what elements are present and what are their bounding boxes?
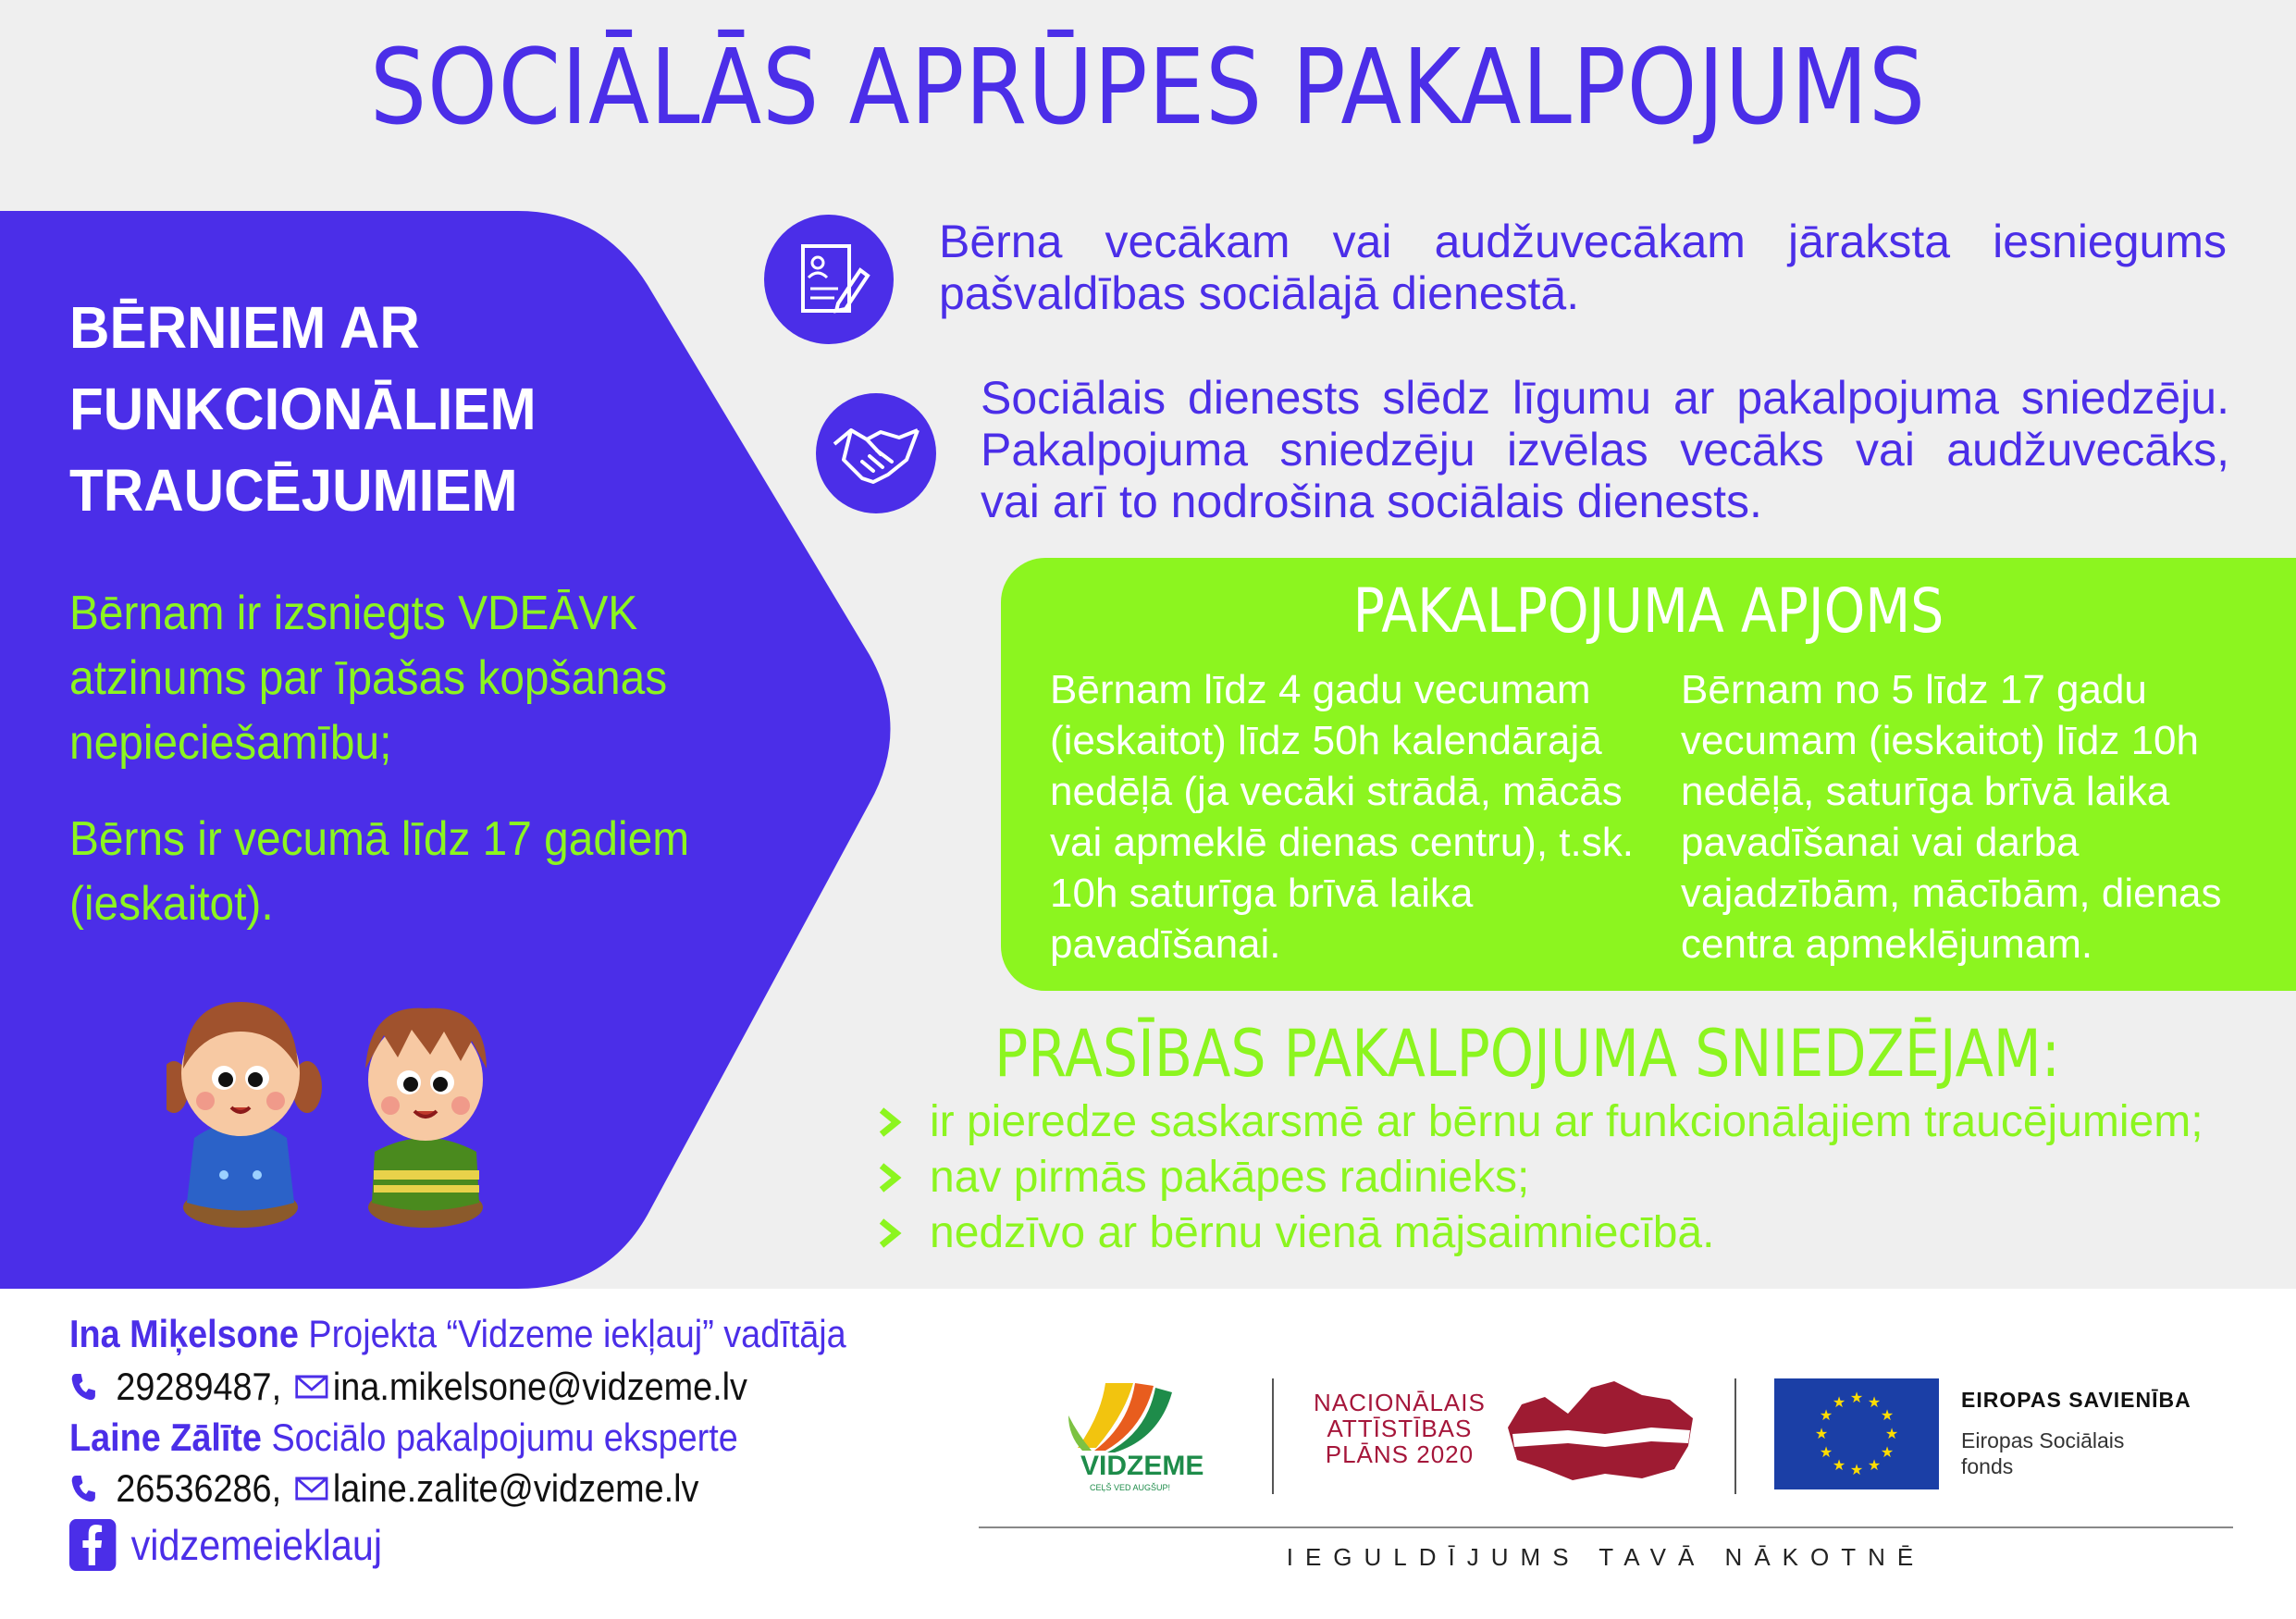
step1-text [939,216,2227,319]
scope-line: nedēļā (ja vecāki strādā, mācās [1050,769,1623,814]
scope-line: nedēļā, saturīga brīvā laika [1681,769,2170,814]
scope-title: PAKALPOJUMA APJOMS [1352,575,1944,647]
step2-line: Pakalpojuma sniedzēju izvēlas vecāks vai audžuvecāks, [981,424,2229,476]
requirements-list [874,1094,2203,1261]
eu-sub-line: Eiropas Sociālais [1961,1428,2125,1452]
mail-icon [294,1475,327,1502]
condition-age [69,807,734,936]
eu-stars-icon [1774,1378,1939,1489]
requirement-item [874,1205,2203,1261]
svg-text:★: ★ [1849,1461,1864,1478]
condition-vdeavk [69,581,734,775]
contact2-details [69,1466,698,1511]
eu-logo-subtitle [1961,1427,2124,1479]
contact2-name: Laine Zālīte [69,1415,262,1459]
facebook-handle: vidzemeieklauj [130,1521,383,1569]
latvia-map-logo [1503,1377,1697,1488]
girl-illustration [167,1002,322,1228]
step1-line: pašvaldības sociālajā dienestā. [939,267,1580,319]
contact1-heading [69,1312,846,1356]
contact2-phone: 26536286, [116,1466,282,1510]
nap-logo-text [1314,1390,1486,1467]
svg-text:★: ★ [1880,1443,1895,1461]
contact2-email[interactable]: laine.zalite@vidzeme.lv [332,1466,699,1510]
target-heading-line: BĒRNIEM AR [69,294,420,361]
investment-tagline: IEGULDĪJUMS TAVĀ NĀKOTNĒ [1286,1543,1926,1571]
mail-icon [294,1373,327,1401]
requirement-text: nedzīvo ar bērnu vienā mājsaimniecībā. [930,1208,1715,1257]
children-illustration [167,976,537,1240]
svg-text:★: ★ [1880,1406,1895,1424]
svg-text:★: ★ [1814,1425,1829,1442]
step2-line: Sociālais dienests slēdz līgumu ar pakalpojuma sniedzēju. [981,372,2229,424]
scope-line: vajadzībām, mācībām, dienas [1681,871,2222,916]
target-heading [69,287,537,531]
step2-text [981,372,2229,527]
condition-line: Bērns ir vecumā līdz 17 gadiem [69,812,690,866]
chevron-right-icon [874,1163,904,1193]
phone-icon [69,1371,98,1403]
logo-divider [1272,1378,1274,1494]
page-title: SOCIĀLĀS APRŪPES PAKALPOJUMS [370,28,1926,148]
boy-illustration [365,1008,487,1228]
handshake-icon [816,393,936,513]
requirement-item [874,1150,2203,1205]
requirement-item [874,1094,2203,1150]
nap-line: PLĀNS 2020 [1325,1440,1475,1468]
requirements-title: PRASĪBAS PAKALPOJUMA SNIEDZĒJAM: [994,1016,2060,1092]
eu-sub-line: fonds [1961,1454,2014,1478]
condition-line: (ieskaitot). [69,877,274,931]
contact1-details [69,1365,747,1409]
target-heading-line: TRAUCĒJUMIEM [69,457,518,524]
contact2-role: Sociālo pakalpojumu eksperte [271,1415,738,1459]
chevron-right-icon [874,1218,904,1248]
svg-text:★: ★ [1832,1393,1846,1411]
scope-5-to-17 [1681,664,2282,970]
step1-icon-circle [764,215,894,344]
scope-line: (ieskaitot) līdz 50h kalendārajā [1050,718,1602,763]
footer-divider [979,1526,2233,1528]
svg-text:★: ★ [1867,1393,1882,1411]
scope-line: pavadīšanai vai darba [1681,820,2080,865]
scope-line: Bērnam līdz 4 gadu vecumam [1050,667,1591,712]
svg-text:★: ★ [1849,1389,1864,1406]
phone-icon [69,1473,98,1504]
facebook-icon [69,1519,116,1571]
scope-line: pavadīšanai. [1050,921,1281,967]
svg-text:★: ★ [1819,1443,1833,1461]
condition-line: Bērnam ir izsniegts VDEĀVK [69,587,638,640]
scope-under-4 [1050,664,1651,970]
chevron-right-icon [874,1107,904,1137]
contact1-name: Ina Miķelsone [69,1312,299,1355]
nap-line: NACIONĀLAIS [1314,1389,1486,1416]
nap-line: ATTĪSTĪBAS [1327,1415,1473,1442]
step2-icon-circle [816,393,936,513]
condition-line: atzinums par īpašas kopšanas [69,651,668,705]
contact1-role: Projekta “Vidzeme iekļauj” vadītāja [308,1312,846,1355]
step2-line: vai arī to nodrošina sociālais dienests. [981,476,1762,527]
scope-line: centra apmeklējumam. [1681,921,2093,967]
vidzeme-logo-tagline: CEĻŠ VED AUGŠUP! [1090,1483,1171,1492]
contact1-phone: 29289487, [116,1365,282,1408]
scope-line: 10h saturīga brīvā laika [1050,871,1474,916]
scope-line: vai apmeklē dienas centru), t.sk. [1050,820,1634,865]
document-icon [764,215,894,344]
logo-divider [1734,1378,1736,1494]
scope-line: vecumam (ieskaitot) līdz 10h [1681,718,2199,763]
requirement-text: nav pirmās pakāpes radinieks; [930,1153,1530,1202]
step1-line: Bērna vecākam vai audžuvecākam jāraksta iesniegums [939,216,2227,267]
contact2-heading [69,1415,738,1460]
scope-line: Bērnam no 5 līdz 17 gadu [1681,667,2147,712]
eu-flag-logo [1774,1378,1939,1489]
eu-logo-title: EIROPAS SAVIENĪBA [1961,1388,2191,1412]
contact1-email[interactable]: ina.mikelsone@vidzeme.lv [332,1365,747,1408]
svg-text:★: ★ [1832,1456,1846,1474]
vidzeme-logo-text: VIDZEME [1080,1451,1204,1481]
svg-text:★: ★ [1884,1425,1899,1442]
condition-line: nepieciešamību; [69,716,392,770]
svg-text:★: ★ [1819,1406,1833,1424]
facebook-link[interactable] [69,1519,382,1571]
target-heading-line: FUNKCIONĀLIEM [69,376,537,442]
svg-text:★: ★ [1867,1456,1882,1474]
requirement-text: ir pieredze saskarsmē ar bērnu ar funkcionālajiem traucējumiem; [930,1097,2203,1146]
